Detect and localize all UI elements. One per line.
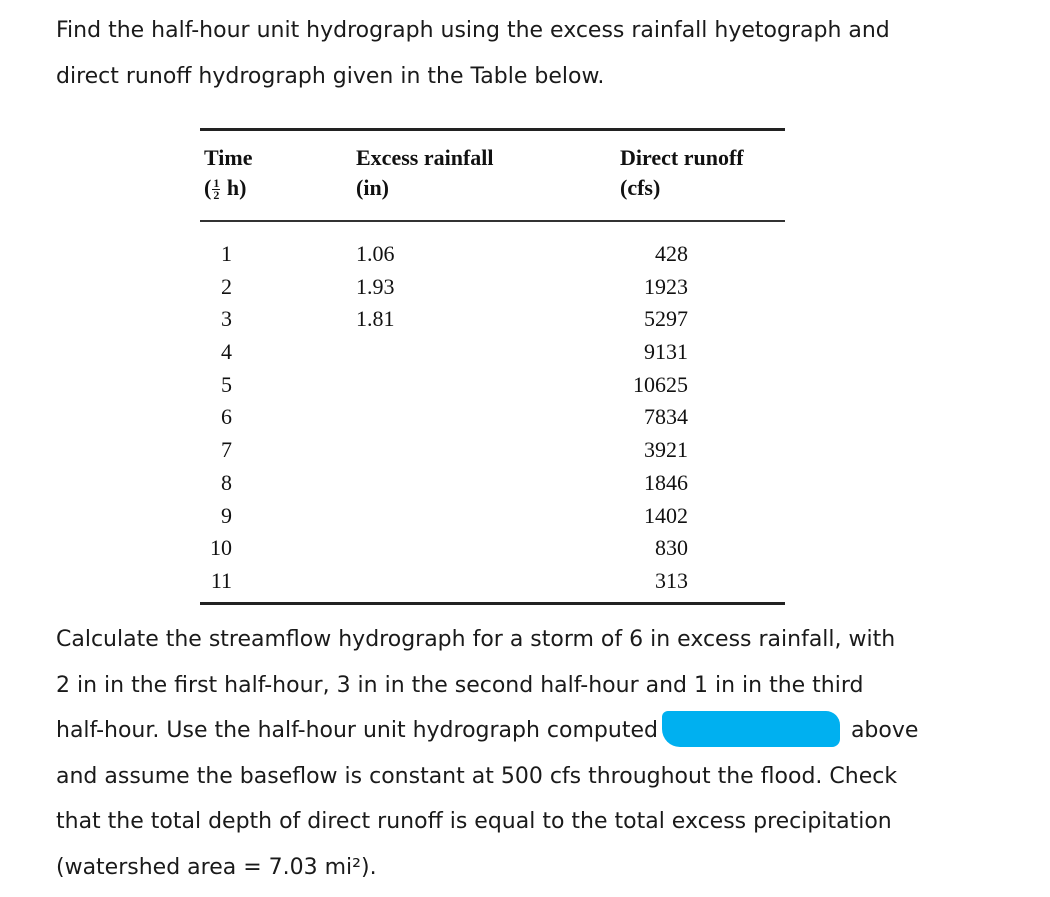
rainfall-cell: 1.93 (356, 273, 395, 299)
header-direct-runoff (620, 143, 744, 203)
time-cell: 9 (221, 502, 232, 528)
table-bottom-rule (200, 602, 785, 605)
hydrograph-table (200, 128, 785, 608)
time-column (200, 238, 232, 598)
runoff-cell: 1923 (644, 273, 688, 299)
header-runoff-label: Direct runoff (620, 145, 744, 170)
rainfall-cell: 1.81 (356, 306, 395, 332)
rainfall-cell: 1.06 (356, 241, 395, 266)
header-time-paren: ( (204, 175, 212, 200)
problem-line-5: that the total depth of direct runoff is equal to the total excess precipitation (56, 809, 892, 834)
fraction-denominator: 2 (213, 188, 220, 203)
runoff-cell: 1846 (644, 469, 688, 495)
time-cell: 2 (221, 273, 232, 299)
header-excess-rainfall (356, 143, 494, 203)
problem-line-4: and assume the baseflow is constant at 500 cfs throughout the flood. Check (56, 763, 898, 789)
runoff-cell: 428 (655, 241, 688, 266)
time-cell: 1 (221, 241, 232, 266)
time-cell: 8 (221, 469, 232, 495)
table-header-rule (200, 220, 785, 222)
runoff-cell: 3921 (644, 437, 688, 463)
time-cell: 5 (221, 371, 232, 397)
redaction-mark (662, 711, 840, 747)
header-runoff-unit: (cfs) (620, 175, 661, 200)
time-cell: 11 (210, 567, 232, 593)
problem-line-2: 2 in in the first half-hour, 3 in in the second half-hour and 1 in in the third (56, 672, 864, 698)
runoff-cell: 9131 (644, 339, 688, 365)
fraction-numerator: 1 (213, 176, 220, 191)
runoff-cell: 1402 (644, 502, 688, 528)
intro-text (56, 8, 1016, 100)
header-rain-label: Excess rainfall (356, 145, 494, 170)
direct-runoff-column (600, 238, 688, 598)
runoff-cell: 7834 (644, 404, 688, 430)
table-top-rule (200, 128, 785, 131)
problem-line-3-end: above (850, 718, 919, 743)
intro-line-2: direct runoff hydrograph given in the Table below. (56, 64, 605, 89)
excess-rainfall-column (356, 238, 456, 336)
header-time-hours: h) (226, 175, 247, 200)
problem-line-1: Calculate the streamflow hydrograph for a storm of 6 in excess rainfall, with (56, 627, 896, 652)
runoff-cell: 5297 (644, 306, 688, 332)
header-rain-unit: (in) (356, 175, 389, 200)
time-cell: 7 (221, 437, 232, 463)
header-time (204, 143, 252, 203)
problem-text (56, 617, 1006, 890)
runoff-cell: 313 (655, 567, 688, 593)
half-fraction (212, 178, 220, 201)
runoff-cell: 10625 (633, 371, 688, 397)
time-cell: 6 (221, 404, 232, 430)
problem-line-3-start (56, 718, 844, 743)
header-time-unit (204, 173, 252, 203)
time-cell: 3 (221, 306, 232, 332)
runoff-cell: 830 (655, 535, 688, 561)
problem-line-3 (56, 708, 1006, 754)
header-time-label: Time (204, 145, 253, 170)
time-cell: 4 (221, 339, 232, 365)
time-cell: 10 (210, 535, 232, 561)
intro-line-1: Find the half-hour unit hydrograph using the excess rainfall hyetograph and (56, 18, 890, 43)
problem-line-6: (watershed area = 7.03 mi²). (56, 854, 377, 880)
problem-line-3-text: half-hour. Use the half-hour unit hydrograph computed (56, 718, 658, 743)
